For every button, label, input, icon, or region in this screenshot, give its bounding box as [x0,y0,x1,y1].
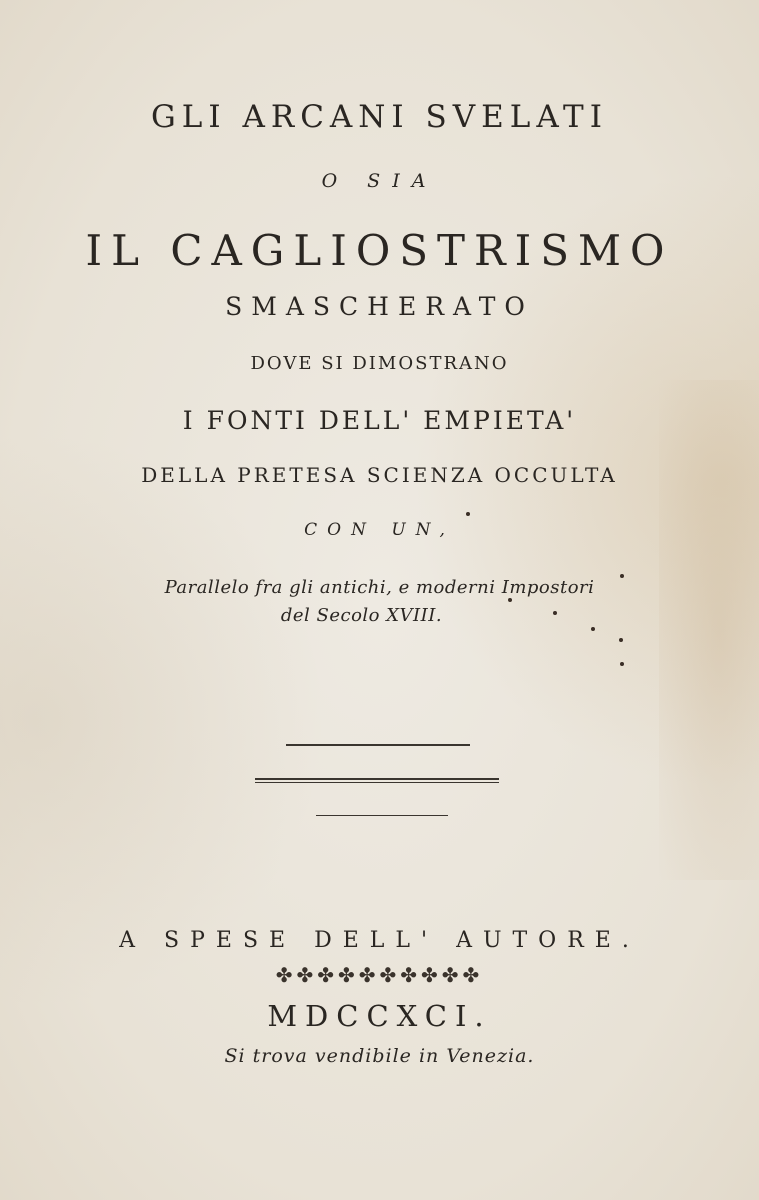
vendor-line: Si trova vendibile in Venezia. [224,1045,535,1067]
title-connector: O SIA [321,170,438,192]
subtitle-line-2: I FONTI DELL' EMPIETA' [182,406,577,435]
parallel-line-2: del Secolo XVIII. [280,605,443,626]
ink-speck [466,512,470,516]
imprint-line: A SPESE DELL' AUTORE. [119,928,640,953]
ink-speck [620,662,624,666]
ink-speck [508,598,512,602]
parallel-line-1: Parallelo fra gli antichi, e moderni Impostori [164,577,595,598]
ink-speck [619,638,623,642]
paper-stain [659,380,759,880]
divider-rule-double [255,778,499,780]
subtitle-line-1: DOVE SI DIMOSTRANO [250,353,509,374]
subtitle-line-3: DELLA PRETESA SCIENZA OCCULTA [141,463,618,487]
divider-rule [316,815,448,816]
divider-rule-double [255,782,499,783]
subtitle-line-4: CON UN, [304,520,455,540]
publication-year: MDCCXCI. [267,999,492,1033]
title-line-1: GLI ARCANI SVELATI [151,99,608,135]
divider-rule [286,744,470,746]
ink-speck [591,627,595,631]
title-line-main: IL CAGLIOSTRISMO [85,226,674,275]
title-line-3: SMASCHERATO [225,292,534,321]
ink-speck [553,611,557,615]
ink-speck [620,574,624,578]
fleuron-ornament: ✤✤✤✤✤✤✤✤✤✤ [275,963,484,987]
